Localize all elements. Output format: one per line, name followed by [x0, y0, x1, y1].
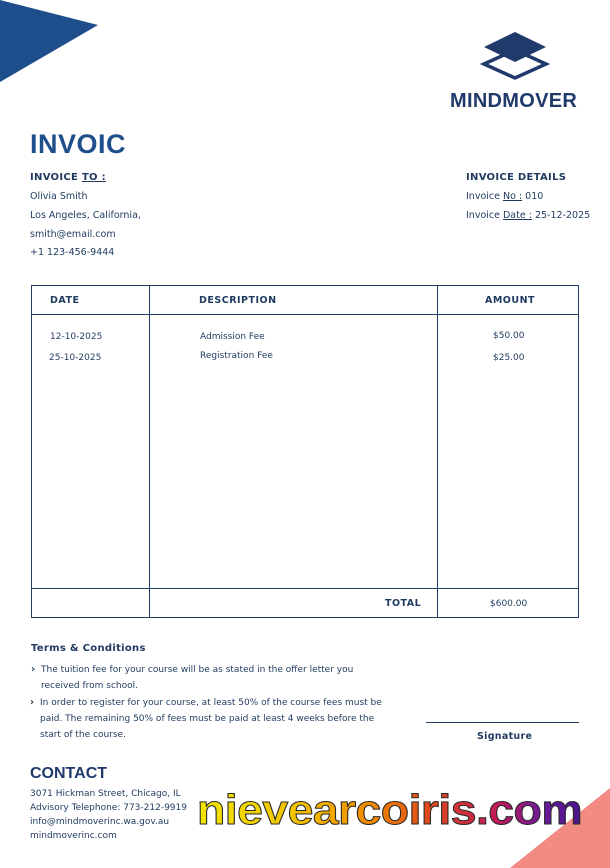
contact-email: info@mindmoverinc.wa.gov.au: [30, 817, 170, 827]
customer-phone: +1 123-456-9444: [30, 247, 115, 258]
terms-item-1: [31, 662, 391, 694]
brand-name: MINDMOVER: [450, 90, 578, 112]
corner-triangle-top-left: [0, 0, 100, 82]
terms-item-1-line-2: received from school.: [41, 681, 138, 691]
contact-heading: CONTACT: [30, 765, 108, 782]
table-total-rule: [32, 588, 578, 589]
invoice-to-heading-underlined: TO :: [81, 172, 106, 183]
table-header-rule: [32, 314, 578, 315]
invoice-date-label-prefix: Invoice: [466, 210, 503, 221]
watermark-text: nievearcoiris.com: [197, 786, 582, 833]
invoice-date-label: Date :: [502, 210, 532, 221]
table-divider-2: [437, 286, 438, 617]
watermark-logo: [195, 782, 590, 842]
terms-heading: Terms & Conditions: [31, 643, 146, 654]
chevron-right-icon: ›: [30, 697, 35, 708]
chevron-right-icon: ›: [31, 664, 36, 675]
row-1-amount: $50.00: [493, 331, 525, 341]
terms-item-2-line-2: paid. The remaining 50% of fees must be paid at least 4 weeks before the: [40, 714, 375, 724]
contact-telephone: Advisory Telephone: 773-212-9919: [30, 803, 187, 813]
invoice-number-label-prefix: Invoice: [466, 191, 503, 202]
row-1-description: Admission Fee: [200, 332, 265, 342]
total-label: TOTAL: [385, 598, 422, 609]
row-2-description: Registration Fee: [200, 351, 273, 361]
invoice-number-label: No :: [502, 191, 523, 202]
invoice-to-heading: [30, 172, 106, 183]
terms-item-2: [30, 695, 390, 743]
invoice-date-value: 25-12-2025: [531, 210, 591, 221]
table-divider-1: [149, 286, 150, 617]
row-1-date: 12-10-2025: [50, 332, 103, 342]
contact-website: mindmoverinc.com: [30, 831, 117, 841]
row-2-amount: $25.00: [493, 353, 525, 363]
invoice-number: [466, 191, 543, 202]
contact-address: 3071 Hickman Street, Chicago, IL: [30, 789, 181, 799]
signature-label: Signature: [477, 731, 533, 742]
header-description: DESCRIPTION: [199, 295, 277, 306]
customer-name: Olivia Smith: [30, 191, 88, 202]
stacked-diamond-logo-icon: [480, 30, 550, 80]
invoice-number-value: 010: [522, 191, 544, 202]
terms-item-2-line-1: In order to register for your course, at least 50% of the course fees must be: [40, 698, 382, 708]
customer-email: smith@email.com: [30, 229, 116, 240]
total-value: $600.00: [490, 599, 528, 609]
invoice-date: [466, 210, 590, 221]
header-date: DATE: [50, 295, 80, 306]
invoice-table: [31, 285, 579, 618]
header-amount: AMOUNT: [485, 295, 536, 306]
invoice-details-heading: INVOICE DETAILS: [466, 172, 567, 183]
customer-address: Los Angeles, California,: [30, 210, 141, 221]
invoice-to-heading-prefix: INVOICE: [30, 172, 82, 183]
terms-item-1-line-1: The tuition fee for your course will be as stated in the offer letter you: [41, 665, 354, 675]
document-title: INVOIC: [30, 129, 127, 159]
row-2-date: 25-10-2025: [49, 353, 102, 363]
terms-item-2-line-3: start of the course.: [40, 730, 126, 740]
signature-line: [426, 722, 579, 723]
